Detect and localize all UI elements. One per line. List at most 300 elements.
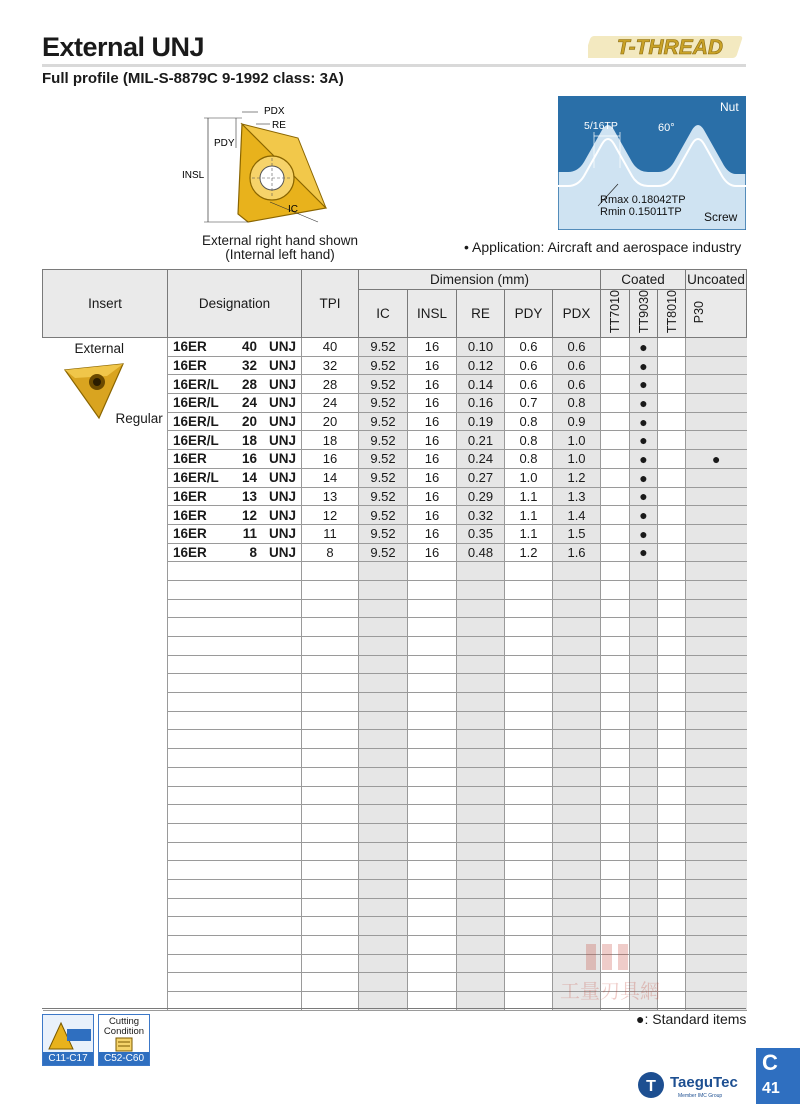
re-cell [457,767,505,786]
grade-tt7010-cell [601,562,630,581]
grade-tt7010-cell [601,655,630,674]
insl-cell: 16 [408,375,457,394]
grade-tt7010-label: TT7010 [608,290,623,334]
insl-cell: 16 [408,543,457,562]
grade-tt7010-cell [601,356,630,375]
designation-standard: UNJ [269,358,297,374]
pdx-cell [553,674,601,693]
pdx-cell [553,562,601,581]
pdy-cell [505,730,553,749]
re-cell [457,637,505,656]
designation-tpi: 14 [241,470,257,486]
ic-cell [359,823,408,842]
grade-tt8010-cell [658,487,686,506]
grade-tt7010-cell [601,580,630,599]
designation-cell [168,599,302,618]
tpi-cell: 40 [302,338,359,357]
grade-p30-cell [686,711,747,730]
grade-tt9030-cell: ● [630,338,658,357]
ic-cell [359,917,408,936]
re-cell [457,562,505,581]
header-grade-tt7010 [601,290,630,338]
grade-tt7010-cell [601,879,630,898]
designation-standard: UNJ [269,451,297,467]
tpi-cell [302,842,359,861]
designation-cell [168,674,302,693]
grade-tt9030-cell [630,879,658,898]
tpi-cell [302,711,359,730]
ic-cell: 9.52 [359,543,408,562]
grade-tt8010-label: TT8010 [664,290,679,334]
designation-cell [168,487,302,506]
pdy-cell [505,767,553,786]
pdx-cell [553,786,601,805]
ic-cell [359,730,408,749]
pdx-cell [553,749,601,768]
tpi-cell: 28 [302,375,359,394]
grade-p30-cell [686,749,747,768]
re-cell [457,580,505,599]
grade-tt9030-cell [630,599,658,618]
grade-tt8010-cell [658,562,686,581]
pdx-cell: 0.6 [553,375,601,394]
pdx-cell [553,898,601,917]
insl-cell: 16 [408,468,457,487]
insl-cell: 16 [408,338,457,357]
insert-dimension-diagram [178,98,338,238]
grade-p30-cell [686,338,747,357]
grade-tt8010-cell [658,693,686,712]
header-uncoated: Uncoated [686,270,747,290]
ic-cell [359,637,408,656]
designation-cell [168,767,302,786]
designation-cell [168,338,302,357]
designation-cell [168,468,302,487]
grade-p30-cell [686,599,747,618]
pdx-cell [553,805,601,824]
pdy-cell: 0.8 [505,450,553,469]
thread-profile-diagram [558,96,746,230]
grade-p30-label: P30 [692,300,707,324]
grade-tt7010-cell [601,599,630,618]
tpi-cell [302,655,359,674]
designation-tpi: 16 [241,451,257,467]
tpi-cell [302,618,359,637]
pdx-cell [553,711,601,730]
header-ic: IC [359,290,408,338]
page-subtitle: Full profile (MIL-S-8879C 9-1992 class: 3A) [42,70,344,87]
insl-cell [408,842,457,861]
table-body [43,338,747,1011]
grade-p30-cell [686,954,747,973]
designation-cell [168,973,302,992]
header-grade-p30 [686,290,747,338]
grade-p30-cell [686,730,747,749]
grade-tt7010-cell [601,487,630,506]
re-cell: 0.29 [457,487,505,506]
grade-tt9030-cell [630,786,658,805]
specification-table [42,269,747,1011]
tpi-cell [302,693,359,712]
grade-p30-cell [686,412,747,431]
grade-p30-cell [686,356,747,375]
designation-code: 16ER [173,358,207,374]
grade-tt8010-cell [658,898,686,917]
insl-cell: 16 [408,450,457,469]
tpi-cell [302,936,359,955]
grade-p30-cell [686,786,747,805]
grade-tt7010-cell [601,711,630,730]
designation-standard: UNJ [269,488,297,504]
header-re: RE [457,290,505,338]
grade-tt7010-cell [601,524,630,543]
rmax-label: Rmax 0.18042TP [600,194,686,206]
toolholder-reference-icon[interactable] [42,1014,94,1066]
designation-standard: UNJ [269,470,297,486]
designation-cell [168,936,302,955]
grade-tt8010-cell [658,674,686,693]
pdx-cell [553,637,601,656]
grade-tt9030-cell [630,693,658,712]
pdx-cell [553,599,601,618]
pdy-cell [505,823,553,842]
header-grade-tt9030 [630,290,658,338]
designation-cell [168,543,302,562]
grade-tt8010-cell [658,412,686,431]
re-cell [457,842,505,861]
tpi-cell [302,861,359,880]
insert-caption [190,234,370,262]
grade-tt9030-cell [630,749,658,768]
designation-cell [168,693,302,712]
header-insl: INSL [408,290,457,338]
grade-tt9030-cell [630,823,658,842]
pdy-cell: 0.7 [505,394,553,413]
grade-tt9030-cell [630,637,658,656]
designation-tpi: 18 [241,432,257,448]
pdx-cell: 0.6 [553,338,601,357]
ic-cell: 9.52 [359,375,408,394]
ic-label: IC [288,204,298,215]
designation-cell [168,431,302,450]
header-grade-tt8010 [658,290,686,338]
insl-cell [408,749,457,768]
watermark-text: 工量刃具網 [560,979,660,1003]
grade-tt8010-cell [658,879,686,898]
screw-label: Screw [704,210,738,224]
designation-standard: UNJ [269,507,297,523]
grade-p30-cell [686,767,747,786]
re-cell: 0.16 [457,394,505,413]
bullet: • [464,239,469,255]
t-thread-logo-text: T-THREAD [616,36,724,59]
grade-p30-cell [686,468,747,487]
grade-p30-cell [686,898,747,917]
grade-tt8010-cell [658,917,686,936]
tpi-cell [302,786,359,805]
grade-p30-cell [686,618,747,637]
pdx-cell [553,730,601,749]
insl-cell: 16 [408,356,457,375]
grade-tt9030-cell: ● [630,375,658,394]
designation-tpi: 8 [249,544,257,560]
grade-p30-cell [686,580,747,599]
grade-tt9030-cell [630,674,658,693]
tpi-cell [302,767,359,786]
re-cell [457,711,505,730]
tpi-cell: 8 [302,543,359,562]
insl-cell [408,637,457,656]
pdx-cell [553,618,601,637]
designation-cell [168,618,302,637]
pdy-cell [505,562,553,581]
pdy-cell [505,786,553,805]
re-cell: 0.12 [457,356,505,375]
grade-tt7010-cell [601,618,630,637]
designation-tpi: 28 [241,376,257,392]
designation-tpi: 24 [241,395,257,411]
grade-tt7010-cell [601,431,630,450]
grade-p30-cell [686,936,747,955]
grade-p30-cell [686,842,747,861]
designation-tpi: 12 [241,507,257,523]
re-cell: 0.14 [457,375,505,394]
insl-cell [408,936,457,955]
watermark [540,940,680,1010]
pdy-cell: 1.1 [505,524,553,543]
pdy-cell [505,599,553,618]
ic-cell [359,674,408,693]
insl-cell [408,879,457,898]
ic-cell [359,599,408,618]
grade-p30-cell [686,861,747,880]
designation-cell [168,412,302,431]
designation-code: 16ER [173,507,207,523]
insert-style-label: Regular [115,411,163,426]
pdy-cell: 1.1 [505,506,553,525]
insl-cell [408,861,457,880]
re-cell [457,936,505,955]
table-row [43,338,747,357]
ic-cell [359,879,408,898]
designation-standard: UNJ [269,526,297,542]
designation-cell [168,580,302,599]
designation-standard: UNJ [269,414,297,430]
grade-tt8010-cell [658,730,686,749]
pdx-cell [553,693,601,712]
designation-cell [168,394,302,413]
designation-code: 16ER/L [173,395,219,411]
pdy-cell [505,711,553,730]
tpi-cell [302,954,359,973]
re-cell: 0.27 [457,468,505,487]
pdy-cell [505,618,553,637]
grade-p30-cell [686,487,747,506]
pdy-cell [505,861,553,880]
cutting-condition-page-ref: C52-C60 [99,1052,149,1065]
ic-cell [359,805,408,824]
ic-cell [359,580,408,599]
grade-tt7010-cell [601,917,630,936]
insl-cell: 16 [408,412,457,431]
designation-cell [168,450,302,469]
insl-cell: 16 [408,394,457,413]
tpi-cell [302,599,359,618]
re-cell: 0.21 [457,431,505,450]
ic-cell: 9.52 [359,431,408,450]
pdx-cell: 0.6 [553,356,601,375]
insl-cell [408,805,457,824]
re-cell [457,749,505,768]
designation-cell [168,356,302,375]
grade-tt9030-cell: ● [630,450,658,469]
designation-code: 16ER [173,451,207,467]
grade-tt7010-cell [601,412,630,431]
ic-cell [359,562,408,581]
tpi-cell: 20 [302,412,359,431]
grade-tt9030-cell [630,562,658,581]
pdy-cell [505,898,553,917]
grade-p30-cell [686,431,747,450]
designation-cell [168,954,302,973]
cutting-condition-icon[interactable] [98,1014,150,1066]
grade-p30-cell [686,524,747,543]
tpi-cell [302,730,359,749]
designation-cell [168,655,302,674]
header-pdy: PDY [505,290,553,338]
grade-tt7010-cell [601,468,630,487]
grade-tt8010-cell [658,431,686,450]
tpi-cell: 18 [302,431,359,450]
standard-items-note: ●: Standard items [636,1011,747,1027]
ic-cell: 9.52 [359,524,408,543]
grade-tt8010-cell [658,450,686,469]
page-number: 41 [762,1080,780,1097]
grade-tt8010-cell [658,468,686,487]
designation-cell [168,861,302,880]
pdx-cell: 1.4 [553,506,601,525]
re-cell: 0.32 [457,506,505,525]
tpi-cell: 14 [302,468,359,487]
pdy-cell [505,637,553,656]
pdx-cell: 1.0 [553,450,601,469]
grade-p30-cell [686,917,747,936]
grade-tt9030-cell [630,842,658,861]
grade-tt9030-cell [630,917,658,936]
pdy-cell [505,842,553,861]
tpi-cell [302,917,359,936]
grade-tt7010-cell [601,674,630,693]
grade-tt9030-cell [630,767,658,786]
designation-cell [168,730,302,749]
header-coated: Coated [601,270,686,290]
ic-cell [359,842,408,861]
designation-tpi: 20 [241,414,257,430]
tpi-cell [302,973,359,992]
grade-p30-cell [686,506,747,525]
insert-column [43,338,168,1011]
pdy-cell: 0.6 [505,338,553,357]
ic-cell [359,693,408,712]
insl-cell [408,898,457,917]
grade-tt7010-cell [601,338,630,357]
grade-p30-cell [686,394,747,413]
designation-code: 16ER/L [173,432,219,448]
ic-cell [359,973,408,992]
grade-tt8010-cell [658,394,686,413]
ic-cell: 9.52 [359,450,408,469]
designation-code: 16ER/L [173,414,219,430]
grade-p30-cell [686,973,747,992]
grade-tt8010-cell [658,338,686,357]
grade-tt8010-cell [658,842,686,861]
condition-sheet-icon [114,1037,136,1053]
grade-p30-cell [686,637,747,656]
pdy-cell [505,580,553,599]
page-title: External UNJ [42,32,205,62]
pdy-cell [505,749,553,768]
section-tab [756,1048,800,1104]
tpi-cell: 32 [302,356,359,375]
designation-cell [168,637,302,656]
ic-cell: 9.52 [359,356,408,375]
tpi-cell: 24 [302,394,359,413]
ic-cell: 9.52 [359,412,408,431]
grade-tt7010-cell [601,375,630,394]
designation-code: 16ER/L [173,470,219,486]
re-cell [457,599,505,618]
grade-tt8010-cell [658,506,686,525]
pdx-cell [553,879,601,898]
tpi-cell [302,823,359,842]
tpi-cell [302,580,359,599]
grade-tt7010-cell [601,823,630,842]
toolholder-icon [43,1015,93,1053]
pdx-cell: 1.3 [553,487,601,506]
insert-caption-line2: (Internal left hand) [225,247,335,262]
tpi-cell: 13 [302,487,359,506]
insl-cell: 16 [408,524,457,543]
ic-cell: 9.52 [359,468,408,487]
pdx-cell: 0.8 [553,394,601,413]
pitch-label: 5/16TP [584,120,618,132]
designation-tpi: 32 [241,358,257,374]
grade-tt8010-cell [658,618,686,637]
re-cell [457,674,505,693]
ic-cell [359,618,408,637]
ic-cell [359,898,408,917]
designation-tpi: 13 [241,488,257,504]
rmin-label: Rmin 0.15011TP [600,206,682,218]
ic-cell [359,749,408,768]
grade-tt7010-cell [601,749,630,768]
grade-p30-cell: ● [686,450,747,469]
grade-tt7010-cell [601,767,630,786]
designation-standard: UNJ [269,432,297,448]
pdx-cell: 1.0 [553,431,601,450]
grade-tt7010-cell [601,394,630,413]
re-label: RE [272,120,286,131]
grade-tt8010-cell [658,805,686,824]
grade-tt8010-cell [658,861,686,880]
grade-tt8010-cell [658,637,686,656]
ic-cell [359,711,408,730]
ic-cell [359,786,408,805]
grade-tt7010-cell [601,543,630,562]
insl-cell [408,693,457,712]
insl-cell [408,655,457,674]
grade-tt7010-cell [601,450,630,469]
